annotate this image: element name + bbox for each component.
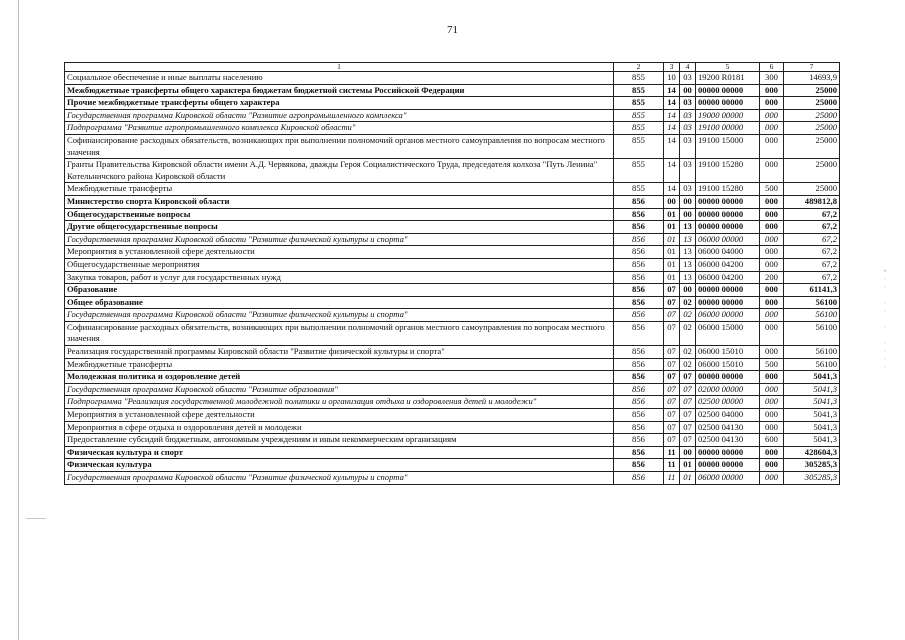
target-article-cell: 06000 04000 [696, 246, 760, 259]
expense-type-cell: 000 [760, 383, 784, 396]
amount-cell: 25000 [784, 84, 840, 97]
subsection-code-cell: 02 [680, 358, 696, 371]
expense-type-cell: 000 [760, 472, 784, 485]
subsection-code-cell: 03 [680, 122, 696, 135]
item-name-cell: Физическая культура [65, 459, 614, 472]
item-name-cell: Подпрограмма "Реализация государственной молодежной политики и организация отдыха и оздоровления детей и молодежи" [65, 396, 614, 409]
item-name-cell: Молодежная политика и оздоровление детей [65, 371, 614, 384]
subsection-code-cell: 13 [680, 246, 696, 259]
subsection-code-cell: 01 [680, 472, 696, 485]
header-cell: 7 [784, 63, 840, 72]
table-row [65, 246, 840, 259]
table-row [65, 321, 840, 345]
amount-cell: 61141,3 [784, 284, 840, 297]
amount-cell: 56100 [784, 321, 840, 345]
item-name-cell: Образование [65, 284, 614, 297]
item-name-cell: Мероприятия в установленной сфере деятельности [65, 409, 614, 422]
subsection-code-cell: 02 [680, 309, 696, 322]
target-article-cell: 02500 04130 [696, 434, 760, 447]
table-row [65, 195, 840, 208]
table-row [65, 383, 840, 396]
subsection-code-cell: 03 [680, 109, 696, 122]
section-code-cell: 01 [664, 233, 680, 246]
section-code-cell: 01 [664, 271, 680, 284]
ministry-code-cell: 856 [614, 195, 664, 208]
section-code-cell: 07 [664, 296, 680, 309]
amount-cell: 56100 [784, 309, 840, 322]
header-cell: 1 [65, 63, 614, 72]
header-cell: 6 [760, 63, 784, 72]
target-article-cell: 02000 00000 [696, 383, 760, 396]
target-article-cell: 00000 00000 [696, 208, 760, 221]
subsection-code-cell: 07 [680, 383, 696, 396]
target-article-cell: 00000 00000 [696, 221, 760, 234]
item-name-cell: Социальное обеспечение и иные выплаты населению [65, 72, 614, 85]
target-article-cell: 00000 00000 [696, 296, 760, 309]
scan-edge-line [18, 0, 19, 640]
header-cell: 4 [680, 63, 696, 72]
subsection-code-cell: 00 [680, 84, 696, 97]
ministry-code-cell: 856 [614, 346, 664, 359]
target-article-cell: 06000 00000 [696, 472, 760, 485]
section-code-cell: 07 [664, 358, 680, 371]
target-article-cell: 02500 04130 [696, 421, 760, 434]
item-name-cell: Общегосударственные мероприятия [65, 258, 614, 271]
ministry-code-cell: 856 [614, 208, 664, 221]
item-name-cell: Государственная программа Кировской области "Развитие агропромышленного комплекса" [65, 109, 614, 122]
amount-cell: 5041,3 [784, 371, 840, 384]
page-number: 71 [447, 24, 458, 36]
ministry-code-cell: 856 [614, 233, 664, 246]
table-row [65, 109, 840, 122]
target-article-cell: 06000 00000 [696, 309, 760, 322]
ministry-code-cell: 856 [614, 434, 664, 447]
table-row [65, 122, 840, 135]
section-code-cell: 07 [664, 284, 680, 297]
subsection-code-cell: 00 [680, 208, 696, 221]
item-name-cell: Межбюджетные трансферты [65, 358, 614, 371]
subsection-code-cell: 07 [680, 409, 696, 422]
ministry-code-cell: 856 [614, 321, 664, 345]
subsection-code-cell: 03 [680, 183, 696, 196]
section-code-cell: 01 [664, 246, 680, 259]
amount-cell: 25000 [784, 159, 840, 183]
table-row [65, 208, 840, 221]
target-article-cell: 00000 00000 [696, 84, 760, 97]
item-name-cell: Межбюджетные трансферты [65, 183, 614, 196]
item-name-cell: Гранты Правительства Кировской области имени А.Д. Червякова, дважды Героя Социалистического Труда, председателя колхоза "Путь Ленина" Котельничского района Кировской области [65, 159, 614, 183]
target-article-cell: 19100 15280 [696, 183, 760, 196]
amount-cell: 67,2 [784, 258, 840, 271]
target-article-cell: 02500 04000 [696, 409, 760, 422]
subsection-code-cell: 02 [680, 321, 696, 345]
expense-type-cell: 000 [760, 109, 784, 122]
section-code-cell: 07 [664, 434, 680, 447]
section-code-cell: 10 [664, 72, 680, 85]
ministry-code-cell: 856 [614, 246, 664, 259]
ministry-code-cell: 855 [614, 122, 664, 135]
ministry-code-cell: 856 [614, 409, 664, 422]
amount-cell: 67,2 [784, 246, 840, 259]
item-name-cell: Государственная программа Кировской области "Развитие физической культуры и спорта" [65, 472, 614, 485]
budget-table [64, 62, 840, 485]
table-row [65, 134, 840, 158]
target-article-cell: 00000 00000 [696, 371, 760, 384]
item-name-cell: Общее образование [65, 296, 614, 309]
expense-type-cell: 000 [760, 208, 784, 221]
expense-type-cell: 000 [760, 409, 784, 422]
target-article-cell: 00000 00000 [696, 446, 760, 459]
table-row [65, 434, 840, 447]
expense-type-cell: 500 [760, 358, 784, 371]
table-row [65, 421, 840, 434]
target-article-cell: 06000 00000 [696, 233, 760, 246]
expense-type-cell: 000 [760, 421, 784, 434]
expense-type-cell: 000 [760, 346, 784, 359]
item-name-cell: Мероприятия в установленной сфере деятельности [65, 246, 614, 259]
subsection-code-cell: 02 [680, 296, 696, 309]
section-code-cell: 07 [664, 371, 680, 384]
subsection-code-cell: 13 [680, 271, 696, 284]
subsection-code-cell: 03 [680, 134, 696, 158]
target-article-cell: 19100 00000 [696, 122, 760, 135]
ministry-code-cell: 856 [614, 296, 664, 309]
target-article-cell: 06000 15000 [696, 321, 760, 345]
ministry-code-cell: 856 [614, 309, 664, 322]
subsection-code-cell: 00 [680, 284, 696, 297]
expense-type-cell: 000 [760, 371, 784, 384]
table-row [65, 97, 840, 110]
table-row [65, 159, 840, 183]
section-code-cell: 14 [664, 134, 680, 158]
expense-type-cell: 000 [760, 195, 784, 208]
table-row [65, 446, 840, 459]
amount-cell: 67,2 [784, 221, 840, 234]
expense-type-cell: 000 [760, 246, 784, 259]
table-row [65, 72, 840, 85]
item-name-cell: Подпрограмма "Развитие агропромышленного комплекса Кировской области" [65, 122, 614, 135]
subsection-code-cell: 01 [680, 459, 696, 472]
header-cell: 3 [664, 63, 680, 72]
ministry-code-cell: 855 [614, 84, 664, 97]
ministry-code-cell: 855 [614, 134, 664, 158]
item-name-cell: Реализация государственной программы Кировской области "Развитие физической культуры и спорта" [65, 346, 614, 359]
item-name-cell: Другие общегосударственные вопросы [65, 221, 614, 234]
amount-cell: 428604,3 [784, 446, 840, 459]
expense-type-cell: 000 [760, 84, 784, 97]
item-name-cell: Софинансирование расходных обязательств, возникающих при выполнении полномочий органов местного самоуправления по вопросам местного значения [65, 321, 614, 345]
target-article-cell: 02500 00000 [696, 396, 760, 409]
table-row [65, 258, 840, 271]
amount-cell: 25000 [784, 97, 840, 110]
expense-type-cell: 000 [760, 221, 784, 234]
expense-type-cell: 000 [760, 296, 784, 309]
expense-type-cell: 000 [760, 284, 784, 297]
section-code-cell: 11 [664, 472, 680, 485]
target-article-cell: 00000 00000 [696, 97, 760, 110]
subsection-code-cell: 03 [680, 97, 696, 110]
table-row [65, 221, 840, 234]
section-code-cell: 11 [664, 459, 680, 472]
ministry-code-cell: 856 [614, 396, 664, 409]
section-code-cell: 11 [664, 446, 680, 459]
expense-type-cell: 300 [760, 72, 784, 85]
ministry-code-cell: 856 [614, 358, 664, 371]
subsection-code-cell: 13 [680, 258, 696, 271]
amount-cell: 56100 [784, 346, 840, 359]
table-row [65, 396, 840, 409]
section-code-cell: 07 [664, 383, 680, 396]
ministry-code-cell: 856 [614, 421, 664, 434]
ministry-code-cell: 855 [614, 109, 664, 122]
ministry-code-cell: 855 [614, 183, 664, 196]
item-name-cell: Прочие межбюджетные трансферты общего характера [65, 97, 614, 110]
subsection-code-cell: 13 [680, 233, 696, 246]
ministry-code-cell: 856 [614, 221, 664, 234]
header-cell: 2 [614, 63, 664, 72]
expense-type-cell: 600 [760, 434, 784, 447]
expense-type-cell: 000 [760, 122, 784, 135]
amount-cell: 25000 [784, 134, 840, 158]
scan-specks: • · · · · · · · · · [883, 269, 887, 371]
ministry-code-cell: 856 [614, 371, 664, 384]
subsection-code-cell: 07 [680, 371, 696, 384]
subsection-code-cell: 07 [680, 421, 696, 434]
header-cell: 5 [696, 63, 760, 72]
amount-cell: 56100 [784, 296, 840, 309]
section-code-cell: 14 [664, 109, 680, 122]
amount-cell: 5041,3 [784, 434, 840, 447]
table-row [65, 459, 840, 472]
section-code-cell: 00 [664, 195, 680, 208]
ministry-code-cell: 855 [614, 159, 664, 183]
subsection-code-cell: 03 [680, 72, 696, 85]
amount-cell: 305285,3 [784, 459, 840, 472]
item-name-cell: Общегосударственные вопросы [65, 208, 614, 221]
target-article-cell: 00000 00000 [696, 284, 760, 297]
amount-cell: 67,2 [784, 208, 840, 221]
amount-cell: 489812,8 [784, 195, 840, 208]
target-article-cell: 19100 15280 [696, 159, 760, 183]
amount-cell: 5041,3 [784, 396, 840, 409]
expense-type-cell: 000 [760, 309, 784, 322]
table-row [65, 472, 840, 485]
target-article-cell: 00000 00000 [696, 459, 760, 472]
amount-cell: 25000 [784, 122, 840, 135]
item-name-cell: Предоставление субсидий бюджетным, автономным учреждениям и иным некоммерческим организациям [65, 434, 614, 447]
expense-type-cell: 200 [760, 271, 784, 284]
expense-type-cell: 000 [760, 321, 784, 345]
amount-cell: 14693,9 [784, 72, 840, 85]
subsection-code-cell: 03 [680, 159, 696, 183]
ministry-code-cell: 855 [614, 72, 664, 85]
target-article-cell: 19100 15000 [696, 134, 760, 158]
item-name-cell: Межбюджетные трансферты общего характера бюджетам бюджетной системы Российской Федерации [65, 84, 614, 97]
table-row [65, 358, 840, 371]
section-code-cell: 01 [664, 208, 680, 221]
subsection-code-cell: 00 [680, 446, 696, 459]
subsection-code-cell: 07 [680, 396, 696, 409]
amount-cell: 5041,3 [784, 409, 840, 422]
amount-cell: 25000 [784, 183, 840, 196]
expense-type-cell: 500 [760, 183, 784, 196]
target-article-cell: 19200 R0181 [696, 72, 760, 85]
section-code-cell: 07 [664, 409, 680, 422]
table-row [65, 84, 840, 97]
ministry-code-cell: 856 [614, 271, 664, 284]
amount-cell: 67,2 [784, 233, 840, 246]
table-header-row [65, 63, 840, 72]
scan-mark [26, 518, 46, 519]
amount-cell: 305285,3 [784, 472, 840, 485]
ministry-code-cell: 856 [614, 383, 664, 396]
target-article-cell: 06000 04200 [696, 271, 760, 284]
subsection-code-cell: 13 [680, 221, 696, 234]
table-row [65, 346, 840, 359]
item-name-cell: Физическая культура и спорт [65, 446, 614, 459]
ministry-code-cell: 856 [614, 258, 664, 271]
amount-cell: 25000 [784, 109, 840, 122]
ministry-code-cell: 856 [614, 284, 664, 297]
ministry-code-cell: 856 [614, 472, 664, 485]
section-code-cell: 14 [664, 159, 680, 183]
target-article-cell: 06000 15010 [696, 358, 760, 371]
section-code-cell: 14 [664, 97, 680, 110]
table-row [65, 409, 840, 422]
table-row [65, 183, 840, 196]
section-code-cell: 07 [664, 396, 680, 409]
target-article-cell: 00000 00000 [696, 195, 760, 208]
section-code-cell: 07 [664, 321, 680, 345]
item-name-cell: Государственная программа Кировской области "Развитие образования" [65, 383, 614, 396]
ministry-code-cell: 856 [614, 459, 664, 472]
section-code-cell: 01 [664, 221, 680, 234]
section-code-cell: 14 [664, 183, 680, 196]
item-name-cell: Государственная программа Кировской области "Развитие физической культуры и спорта" [65, 309, 614, 322]
target-article-cell: 06000 15010 [696, 346, 760, 359]
expense-type-cell: 000 [760, 159, 784, 183]
section-code-cell: 01 [664, 258, 680, 271]
item-name-cell: Мероприятия в сфере отдыха и оздоровления детей и молодежи [65, 421, 614, 434]
table-row [65, 296, 840, 309]
ministry-code-cell: 856 [614, 446, 664, 459]
item-name-cell: Закупка товаров, работ и услуг для государственных нужд [65, 271, 614, 284]
expense-type-cell: 000 [760, 233, 784, 246]
item-name-cell: Министерство спорта Кировской области [65, 195, 614, 208]
subsection-code-cell: 00 [680, 195, 696, 208]
item-name-cell: Софинансирование расходных обязательств, возникающих при выполнении полномочий органов местного самоуправления по вопросам местного значения [65, 134, 614, 158]
expense-type-cell: 000 [760, 396, 784, 409]
target-article-cell: 19000 00000 [696, 109, 760, 122]
subsection-code-cell: 02 [680, 346, 696, 359]
amount-cell: 67,2 [784, 271, 840, 284]
table-row [65, 233, 840, 246]
section-code-cell: 07 [664, 309, 680, 322]
section-code-cell: 07 [664, 346, 680, 359]
expense-type-cell: 000 [760, 97, 784, 110]
amount-cell: 56100 [784, 358, 840, 371]
table-row [65, 271, 840, 284]
section-code-cell: 14 [664, 84, 680, 97]
table-row [65, 309, 840, 322]
subsection-code-cell: 07 [680, 434, 696, 447]
table-row [65, 371, 840, 384]
section-code-cell: 07 [664, 421, 680, 434]
expense-type-cell: 000 [760, 258, 784, 271]
amount-cell: 5041,3 [784, 421, 840, 434]
target-article-cell: 06000 04200 [696, 258, 760, 271]
expense-type-cell: 000 [760, 134, 784, 158]
expense-type-cell: 000 [760, 459, 784, 472]
expense-type-cell: 000 [760, 446, 784, 459]
table-row [65, 284, 840, 297]
ministry-code-cell: 855 [614, 97, 664, 110]
amount-cell: 5041,3 [784, 383, 840, 396]
item-name-cell: Государственная программа Кировской области "Развитие физической культуры и спорта" [65, 233, 614, 246]
section-code-cell: 14 [664, 122, 680, 135]
